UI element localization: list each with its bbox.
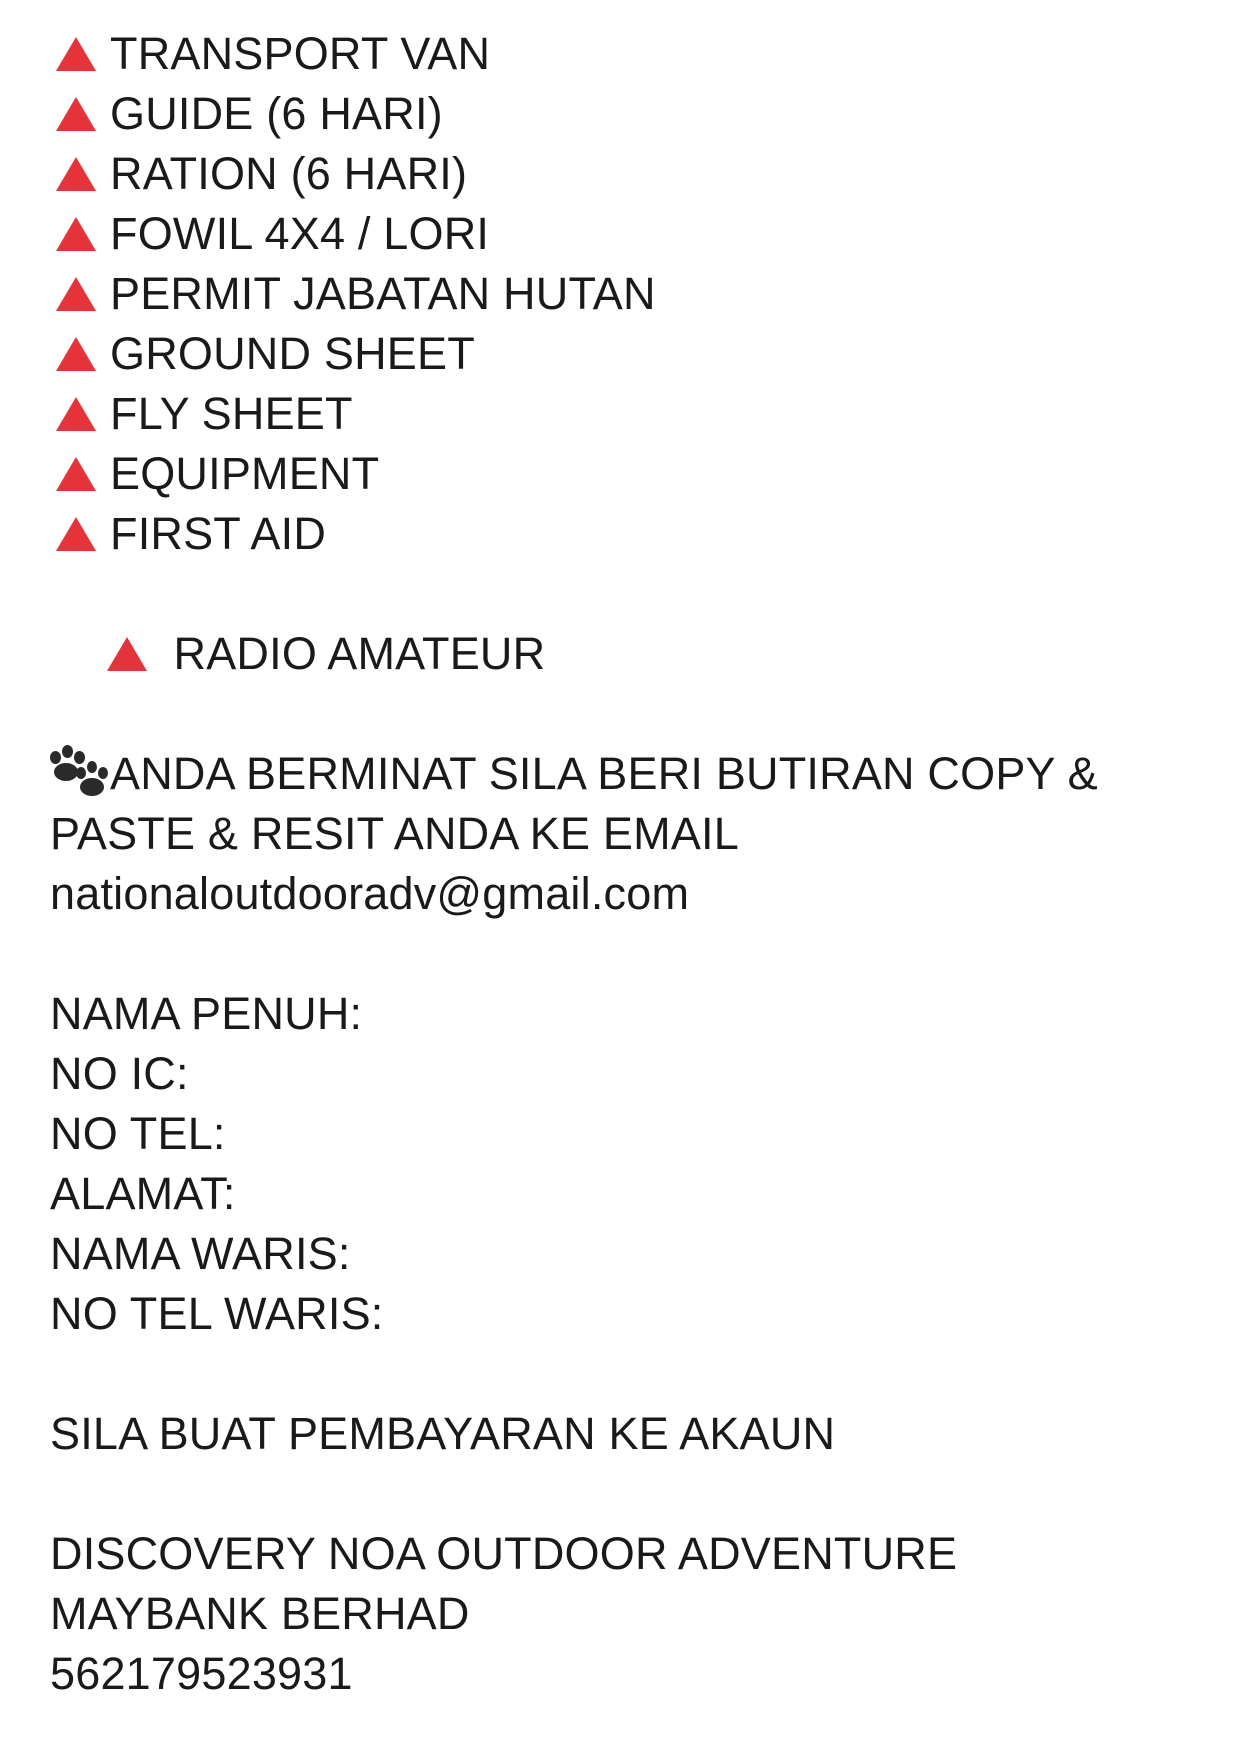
red-triangle-icon: [56, 457, 96, 491]
list-item: [56, 204, 489, 264]
list-item-label: PERMIT JABATAN HUTAN: [110, 268, 656, 319]
list-item: [56, 264, 656, 324]
list-item: [56, 24, 490, 84]
red-triangle-icon: [56, 277, 96, 311]
list-item-label: TRANSPORT VAN: [110, 28, 491, 79]
red-triangle-icon: [56, 397, 96, 431]
list-item-label: GROUND SHEET: [110, 328, 475, 379]
red-triangle-icon: [56, 217, 96, 251]
list-item-label: FIRST AID: [110, 508, 327, 559]
form-field-label: NO IC:: [50, 1048, 189, 1099]
list-item-label: EQUIPMENT: [110, 448, 380, 499]
payment-instruction: SILA BUAT PEMBAYARAN KE AKAUN: [50, 1408, 836, 1459]
list-item: [56, 84, 443, 144]
contact-email[interactable]: nationaloutdooradv@gmail.com: [50, 868, 690, 919]
list-item-label: RADIO AMATEUR: [160, 628, 546, 679]
red-triangle-icon: [56, 37, 96, 71]
list-item-label: FLY SHEET: [110, 388, 353, 439]
form-field-label: NAMA PENUH:: [50, 988, 363, 1039]
form-field-label: ALAMAT:: [50, 1168, 236, 1219]
interest-line-1: [48, 744, 1098, 804]
red-triangle-icon: [56, 97, 96, 131]
form-field-label: NO TEL:: [50, 1108, 226, 1159]
list-item: [56, 564, 545, 744]
red-triangle-icon: [107, 637, 147, 671]
list-item-label: FOWIL 4X4 / LORI: [110, 208, 490, 259]
bank-name: MAYBANK BERHAD: [50, 1588, 470, 1639]
list-item: [56, 324, 475, 384]
list-item: [56, 384, 353, 444]
account-name: DISCOVERY NOA OUTDOOR ADVENTURE: [50, 1528, 958, 1579]
interest-text-line-1: ANDA BERMINAT SILA BERI BUTIRAN COPY &: [110, 748, 1098, 799]
list-item-label: RATION (6 HARI): [110, 148, 468, 199]
list-item-label: GUIDE (6 HARI): [110, 88, 443, 139]
list-item: [56, 444, 379, 504]
list-item: [56, 504, 326, 564]
form-field-label: NO TEL WARIS:: [50, 1288, 384, 1339]
red-triangle-icon: [56, 157, 96, 191]
list-item: [56, 144, 467, 204]
form-field-label: NAMA WARIS:: [50, 1228, 351, 1279]
account-number: 562179523931: [50, 1648, 353, 1699]
red-triangle-icon: [56, 517, 96, 551]
interest-text-line-2: PASTE & RESIT ANDA KE EMAIL: [50, 808, 739, 859]
red-triangle-icon: [56, 337, 96, 371]
paw-prints-icon: [48, 745, 110, 797]
